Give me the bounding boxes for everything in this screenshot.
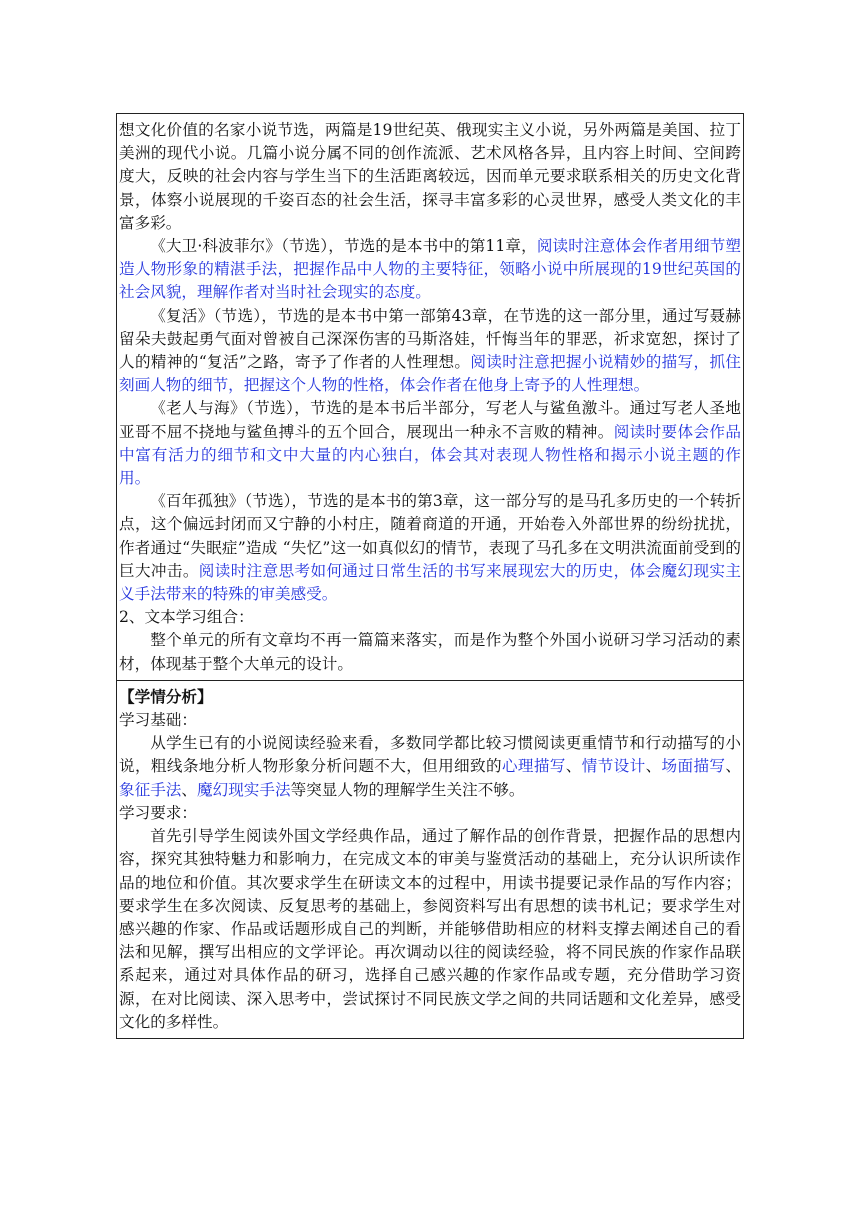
work-paragraph-solitude	[119, 490, 741, 606]
learning-requirement-title: 学习要求：	[119, 803, 197, 822]
separator: 、	[565, 757, 582, 776]
reading-guidance-text: 阅读时要体会作品中富有活力的细节和文中大量的内心独白，体会其对表现人物性格和揭示小说主题的作用。	[119, 422, 741, 488]
work-summary-text: 《复活》（节选），节选的是本书中第一部第43章，在节选的这一部分里，通过写聂赫留朵夫鼓起勇气面对曾被自己深深伤害的马斯洛娃，忏悔当年的罪恶，祈求宽恕，探讨了人的精神的“复活”之路，寄予了作者的人性理想。	[119, 306, 741, 372]
technique-plot-design: 情节设计	[581, 757, 646, 776]
unit-text-cell	[117, 114, 743, 680]
work-summary-text: 《大卫·科波菲尔》（节选），节选的是本书中的第11章，	[150, 237, 537, 256]
reading-guidance-text: 阅读时注意把握小说精妙的描写，抓住刻画人物的细节，把握这个人物的性格，体会作者在他身上寄予的人性理想。	[119, 353, 741, 395]
technique-magic-realism: 魔幻现实手法	[197, 780, 291, 799]
separator: 、	[181, 780, 197, 799]
learner-analysis-cell	[117, 680, 743, 1038]
work-paragraph-copperfield	[119, 235, 741, 305]
reading-guidance-text: 阅读时注意体会作者用细节塑造人物形象的精湛手法，把握作品中人物的主要特征，领略小说中所展现的19世纪英国的社会风貌，理解作者对当时社会现实的态度。	[119, 237, 741, 302]
unit-intro-paragraph: 想文化价值的名家小说节选，两篇是19世纪英、俄现实主义小说，另外两篇是美国、拉丁美洲的现代小说。几篇小说分属不同的创作流派、艺术风格各异，且内容上时间、空间跨度大，反映的社会内容与学生当下的生活距离较远，因而单元要求联系相关的历史文化背景，体察小说展现的千姿百态的社会生活，探寻丰富多彩的心灵世界，感受人类文化的丰富多彩。	[119, 121, 741, 232]
learning-basis-title: 学习基础：	[119, 711, 197, 730]
work-summary-text: 《老人与海》（节选），节选的是本书后半部分，写老人与鲨鱼激斗。通过写老人圣地亚哥不屈不挠地与鲨鱼搏斗的五个回合，展现出一种永不言败的精神。	[119, 399, 741, 441]
work-paragraph-old-man-and-sea	[119, 397, 741, 490]
work-paragraph-resurrection	[119, 305, 741, 398]
text-combination-body: 整个单元的所有文章均不再一篇篇来落实，而是作为整个外国小说研习学习活动的素材，体现基于整个大单元的设计。	[119, 631, 741, 673]
learning-basis-text-end: 等突显人物的理解学生关注不够。	[290, 780, 525, 799]
text-combination-title: 2、文本学习组合：	[119, 608, 254, 627]
learning-basis-paragraph	[119, 732, 741, 802]
document-table	[116, 113, 744, 1039]
learning-basis-text: 从学生已有的小说阅读经验来看，多数同学都比较习惯阅读更重情节和行动描写的小说，粗线条地分析人物形象分析问题不大，但用细致的	[119, 734, 741, 776]
reading-guidance-text: 阅读时注意思考如何通过日常生活的书写来展现宏大的历史，体会魔幻现实主义手法带来的特殊的审美感受。	[119, 561, 741, 604]
technique-scene: 场面描写	[661, 757, 726, 776]
technique-symbolism: 象征手法	[119, 780, 182, 799]
learning-requirement-paragraph: 首先引导学生阅读外国文学经典作品，通过了解作品的创作背景，把握作品的思想内容，探究其独特魅力和影响力，在完成文本的审美与鉴赏活动的基础上，充分认识所读作品的地位和价值。其次要求学生在研读文本的过程中，用读书提要记录作品的写作内容；要求学生在多次阅读、反复思考的基础上，参阅资料写出有思想的读书札记；要求学生对感兴趣的作家、作品或话题形成自己的判断，并能够借助相应的材料支撑去阐述自己的看法和见解，撰写出相应的文学评论。再次调动以往的阅读经验，将不同民族的作家作品联系起来，通过对具体作品的研习，选择自己感兴趣的作家作品或专题，充分借助学习资源，在对比阅读、深入思考中，尝试探讨不同民族文学之间的共同话题和文化差异，感受文化的多样性。	[119, 827, 741, 1031]
learner-analysis-heading: 【学情分析】	[119, 687, 213, 706]
separator: 、	[645, 757, 662, 776]
work-summary-text: 《百年孤独》（节选），节选的是本书的第3章，这一部分写的是马孔多历史的一个转折点，这个偏远封闭而又宁静的小村庄，随着商道的开通，开始卷入外部世界的纷纷扰扰，作者通过“失眠症”造成 “失忆”这一如真似幻的情节，表现了马孔多在文明洪流面前受到的巨大冲击。	[119, 492, 741, 580]
technique-psychology: 心理描写	[501, 757, 566, 776]
separator: 、	[725, 757, 741, 776]
